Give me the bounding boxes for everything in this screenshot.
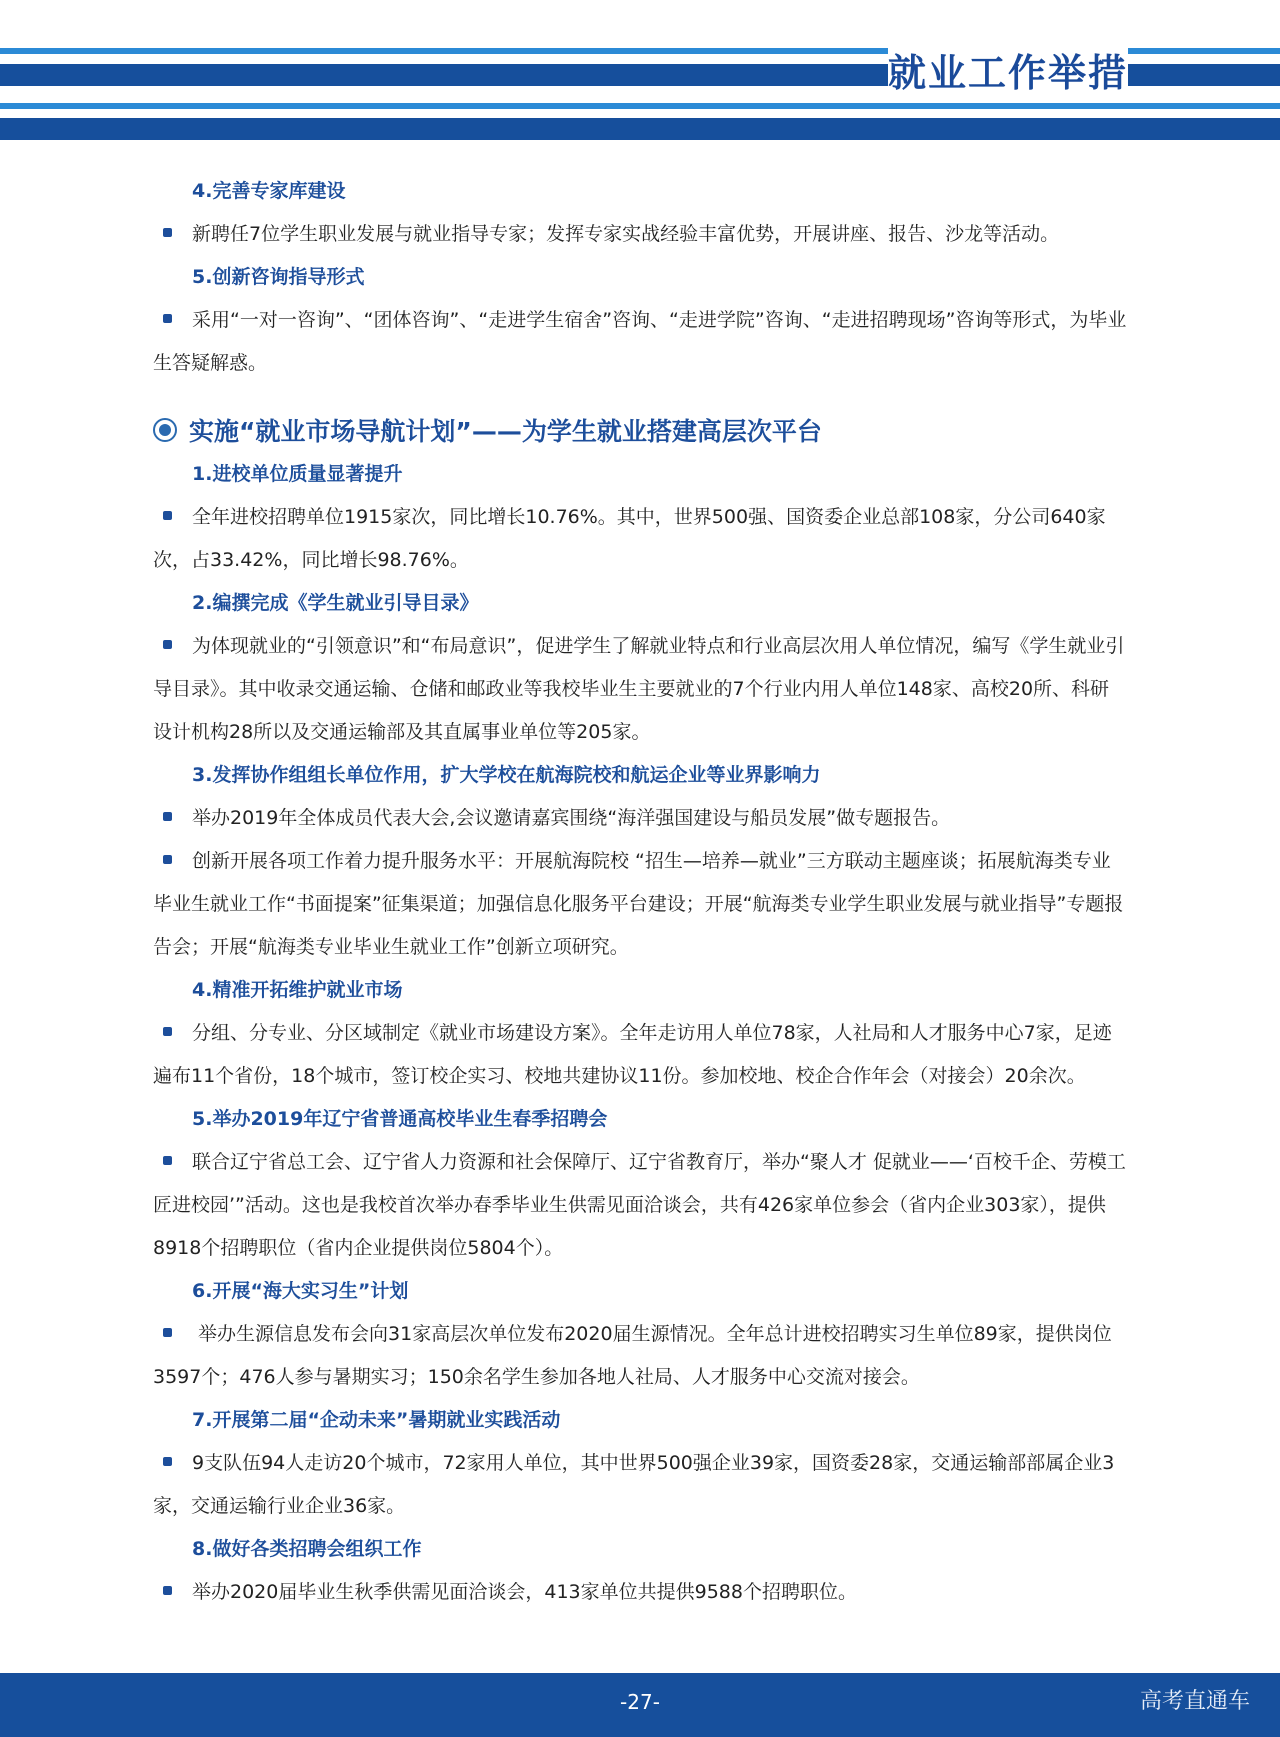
paragraph: 全年进校招聘单位1915家次，同比增长10.76%。其中，世界500强、国资委企业总部108家，分公司640家次，占33.42%，同比增长98.76%。 xyxy=(153,506,1106,571)
bullet-icon xyxy=(163,1457,172,1466)
paragraph: 举办2019年全体成员代表大会,会议邀请嘉宾围绕“海洋强国建设与船员发展”做专题报告。 xyxy=(153,797,1128,840)
bullet-icon xyxy=(163,1586,172,1595)
bullet-icon xyxy=(163,1156,172,1165)
subheading: 3.发挥协作组组长单位作用，扩大学校在航海院校和航运企业等业界影响力 xyxy=(192,764,821,786)
subheading: 6.开展“海大实习生”计划 xyxy=(192,1280,409,1302)
school-emblem-icon xyxy=(153,418,177,442)
bullet-icon xyxy=(163,812,172,821)
bullet-icon xyxy=(163,640,172,649)
paragraph: 9支队伍94人走访20个城市，72家用人单位，其中世界500强企业39家，国资委28家，交通运输部部属企业3家，交通运输行业企业36家。 xyxy=(153,1452,1115,1517)
page-number: -27- xyxy=(620,1690,660,1714)
subheading: 8.做好各类招聘会组织工作 xyxy=(192,1538,422,1560)
paragraph: 分组、分专业、分区域制定《就业市场建设方案》。全年走访用人单位78家，人社局和人才服务中心7家，足迹遍布11个省份，18个城市，签订校企实习、校地共建协议11份。参加校地、校企合作年会（对接会）20余次。 xyxy=(153,1022,1112,1087)
paragraph: 联合辽宁省总工会、辽宁省人力资源和社会保障厅、辽宁省教育厅，举办“聚人才 促就业——‘百校千企、劳模工匠进校园’”活动。这也是我校首次举办春季毕业生供需见面洽谈会，共有426家单位参会（省内企业303家），提供8918个招聘职位（省内企业提供岗位5804个）。 xyxy=(153,1151,1126,1259)
paragraph: 为体现就业的“引领意识”和“布局意识”，促进学生了解就业特点和行业高层次用人单位情况，编写《学生就业引导目录》。其中收录交通运输、仓储和邮政业等我校毕业生主要就业的7个行业内用人单位148家、高校20所、科研设计机构28所以及交通运输部及其直属事业单位等205家。 xyxy=(153,635,1125,743)
paragraph: 创新开展各项工作着力提升服务水平：开展航海院校 “招生—培养—就业”三方联动主题座谈；拓展航海类专业毕业生就业工作“书面提案”征集渠道；加强信息化服务平台建设；开展“航海类专业学生职业发展与就业指导”专题报告会；开展“航海类专业毕业生就业工作”创新立项研究。 xyxy=(153,850,1124,958)
subheading: 5.举办2019年辽宁省普通高校毕业生春季招聘会 xyxy=(192,1108,608,1130)
subheading: 7.开展第二届“企动未来”暑期就业实践活动 xyxy=(192,1409,561,1431)
page-header-title: 就业工作举措 xyxy=(888,38,1128,100)
paragraph: 举办生源信息发布会向31家高层次单位发布2020届生源情况。全年总计进校招聘实习生单位89家，提供岗位3597个；476人参与暑期实习；150余名学生参加各地人社局、人才服务中心交流对接会。 xyxy=(153,1323,1112,1388)
section-heading: 实施“就业市场导航计划”——为学生就业搭建高层次平台 xyxy=(153,407,1128,453)
bullet-icon xyxy=(163,1027,172,1036)
bullet-icon xyxy=(163,314,172,323)
subheading: 4.完善专家库建设 xyxy=(192,180,346,202)
bullet-icon xyxy=(163,228,172,237)
paragraph: 新聘任7位学生职业发展与就业指导专家；发挥专家实战经验丰富优势，开展讲座、报告、沙龙等活动。 xyxy=(153,213,1128,256)
subheading: 1.进校单位质量显著提升 xyxy=(192,463,403,485)
subheading: 2.编撰完成《学生就业引导目录》 xyxy=(192,592,479,614)
subheading: 4.精准开拓维护就业市场 xyxy=(192,979,403,1001)
subheading: 5.创新咨询指导形式 xyxy=(192,266,365,288)
paragraph: 举办2020届毕业生秋季供需见面洽谈会，413家单位共提供9588个招聘职位。 xyxy=(153,1571,1128,1614)
header-stripe-4 xyxy=(0,118,1280,140)
paragraph: 采用“一对一咨询”、“团体咨询”、“走进学生宿舍”咨询、“走进学院”咨询、“走进招聘现场”咨询等形式，为毕业生答疑解惑。 xyxy=(153,309,1127,374)
bullet-icon xyxy=(163,511,172,520)
watermark: 高考直通车 xyxy=(1139,1689,1250,1714)
main-content xyxy=(153,170,1128,1614)
bullet-icon xyxy=(163,1328,172,1337)
header-stripe-3 xyxy=(0,103,1280,109)
bullet-icon xyxy=(163,855,172,864)
